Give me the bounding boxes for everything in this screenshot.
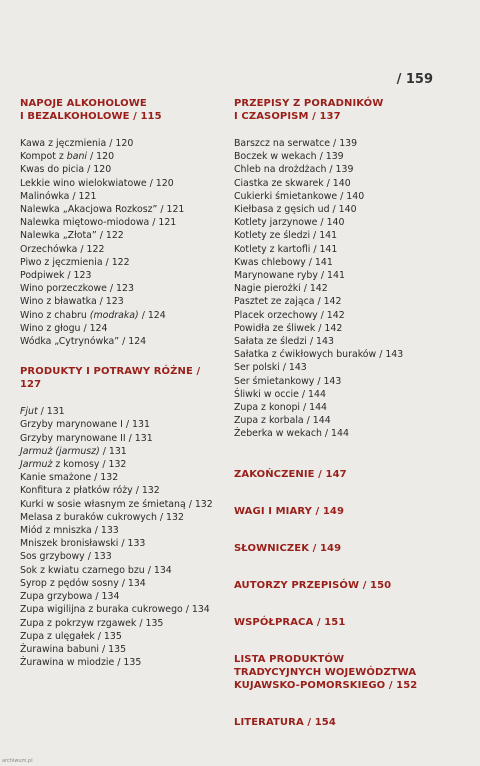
list-item: Sos grzybowy / 133 [20,551,112,563]
list-item: Kiełbasa z gęsich ud / 140 [234,204,357,216]
list-item: Orzechówka / 122 [20,243,105,255]
section-heading-lista [234,653,454,692]
list-item: Zupa grzybowa / 134 [20,591,120,603]
section-heading-autorzy: AUTORZY PRZEPISÓW / 150 [234,579,392,591]
right-column [234,97,454,753]
list-item: Boczek w wekach / 139 [234,151,344,163]
section-heading-napoje [20,97,220,123]
list-item: Wino z głogu / 124 [20,322,108,334]
section-heading-wagi: WAGI I MIARY / 149 [234,505,345,517]
list-item: Nagie pierożki / 142 [234,283,328,295]
heading-line: PRZEPISY Z PORADNIKÓW [234,98,384,109]
list-item: Miód z mniszka / 133 [20,525,119,537]
list-item: Kotlety z kartofli / 141 [234,243,338,255]
list-item: Kwas do picia / 120 [20,164,112,176]
heading-line: I CZASOPISM / 137 [234,111,341,122]
list-item: Kurki w sosie własnym ze śmietaną / 132 [20,498,213,510]
list-item: Sałatka z ćwikłowych buraków / 143 [234,349,404,361]
section-heading-przepisy [234,97,454,123]
section-heading-slowniczek: SŁOWNICZEK / 149 [234,542,342,554]
list-item: Lekkie wino wielokwiatowe / 120 [20,177,174,189]
list-item: Konfitura z płatków róży / 132 [20,485,160,497]
list-item: Podpiwek / 123 [20,270,92,282]
left-column [20,97,220,669]
list-item: Nalewka „Akacjowa Rozkosz” / 121 [20,204,185,216]
list-item: Zupa wigilijna z buraka cukrowego / 134 [20,604,210,616]
list-item: Jarmuż (jarmusz) / 131 [20,445,127,457]
heading-line: LISTA PRODUKTÓW [234,653,345,665]
page-number: / 159 [396,72,433,87]
list-item: Chleb na drożdżach / 139 [234,164,354,176]
watermark: archiwum.pl [2,758,33,764]
list-item: Malinówka / 121 [20,190,97,202]
list-item: Żeberka w wekach / 144 [234,428,349,440]
list-item: Ser śmietankowy / 143 [234,375,342,387]
list-item: Zupa z pokrzyw rzgawek / 135 [20,617,164,629]
list-item: Cukierki śmietankowe / 140 [234,190,365,202]
section-heading-literatura: LITERATURA / 154 [234,716,336,728]
list-item: Fjut / 131 [20,406,65,418]
list-item: Nalewka miętowo-miodowa / 121 [20,217,177,229]
list-item: Wino z bławatka / 123 [20,296,124,308]
list-item: Sałata ze śledzi / 143 [234,336,334,348]
section-heading-wspolpraca: WSPÓŁPRACA / 151 [234,616,346,628]
list-item: Wino z chabru (modraka) / 124 [20,309,166,321]
list-item: Mniszek bronisławski / 133 [20,538,146,550]
list-item: Grzyby marynowane II / 131 [20,432,153,444]
entry-list-produkty [20,405,220,669]
list-item: Sok z kwiatu czarnego bzu / 134 [20,564,172,576]
list-item: Żurawina babuni / 135 [20,643,127,655]
heading-line: NAPOJE ALKOHOLOWE [20,98,147,109]
list-item: Zupa z korbala / 144 [234,415,331,427]
list-item: Nalewka „Złota” / 122 [20,230,124,242]
list-item: Barszcz na serwatce / 139 [234,138,358,149]
list-item: Żurawina w miodzie / 135 [20,657,142,669]
list-item: Ser polski / 143 [234,362,307,374]
list-item: Pasztet ze zająca / 142 [234,296,342,308]
section-heading-produkty: PRODUKTY I POTRAWY RÓŻNE / 127 [20,366,201,391]
heading-line: TRADYCYJNYCH WOJEWÓDZTWA [234,666,417,678]
list-item: Syrop z pędów sosny / 134 [20,577,146,589]
list-item: Placek orzechowy / 142 [234,309,345,321]
list-item: Kotlety jarzynowe / 140 [234,217,345,229]
list-item: Śliwki w occie / 144 [234,388,326,400]
list-item: Piwo z jęczmienia / 122 [20,256,130,268]
list-item: Jarmuż z komosy / 132 [20,459,127,471]
list-item: Kotlety ze śledzi / 141 [234,230,338,242]
list-item: Grzyby marynowane I / 131 [20,419,150,431]
list-item: Kwas chlebowy / 141 [234,256,333,268]
list-item: Marynowane ryby / 141 [234,270,345,282]
list-item: Zupa z ulęgałek / 135 [20,630,122,642]
list-item: Kawa z jęczmienia / 120 [20,138,134,149]
list-item: Wino porzeczkowe / 123 [20,283,134,295]
heading-line: KUJAWSKO-POMORSKIEGO / 152 [234,679,418,691]
list-item: Melasa z buraków cukrowych / 132 [20,511,184,523]
right-sections [234,468,454,729]
list-item: Powidła ze śliwek / 142 [234,322,343,334]
entry-list-napoje [20,137,220,348]
entry-list-przepisy [234,137,454,441]
list-item: Zupa z konopi / 144 [234,402,328,414]
section-heading-zakonczenie: ZAKOŃCZENIE / 147 [234,468,347,480]
list-item: Kompot z bani / 120 [20,151,115,163]
list-item: Ciastka ze skwarek / 140 [234,177,351,189]
list-item: Kanie smażone / 132 [20,472,119,484]
list-item: Wódka „Cytrynówka” / 124 [20,336,147,348]
heading-line: I BEZALKOHOLOWE / 115 [20,111,162,122]
